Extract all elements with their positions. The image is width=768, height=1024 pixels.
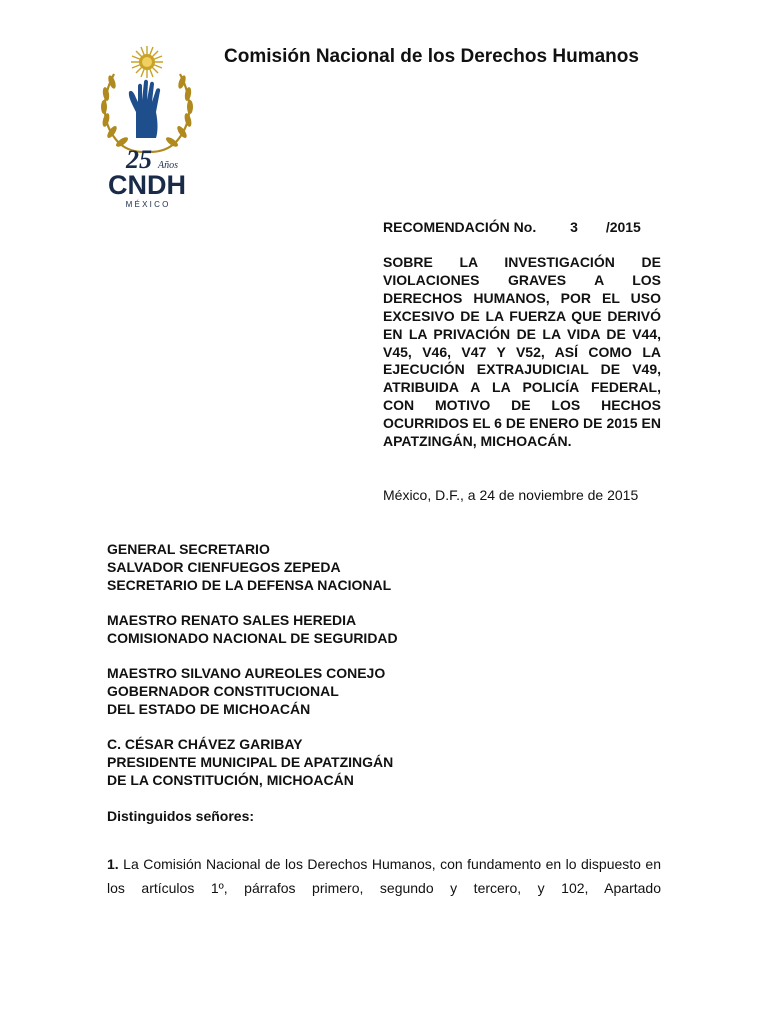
salutation: Distinguidos señores:	[107, 808, 255, 824]
logo-country: M É X I C O	[125, 200, 169, 209]
addressee-line: MAESTRO SILVANO AUREOLES CONEJO	[107, 665, 386, 681]
addressee-line: PRESIDENTE MUNICIPAL DE APATZINGÁN	[107, 754, 394, 770]
logo-anniversary-number: 25	[126, 145, 152, 174]
addressees	[107, 540, 667, 806]
paragraph-1	[107, 852, 661, 900]
addressee-line: COMISIONADO NACIONAL DE SEGURIDAD	[107, 630, 398, 646]
addressee-line: DE LA CONSTITUCIÓN, MICHOACÁN	[107, 772, 354, 788]
hand-icon	[129, 80, 160, 138]
recommendation-subject: SOBRE LA INVESTIGACIÓN DE VIOLACIONES GRAVES A LOS DERECHOS HUMANOS, POR EL USO EXCESIVO DE LA FUERZA QUE DERIVÓ EN LA PRIVACIÓN DE LA VIDA DE V44, V45, V46, V47 Y V52, ASÍ COMO LA EJECUCIÓN EXTRAJUDICIAL DE V49, ATRIBUIDA A LA POLICÍA FEDERAL, CON MOTIVO DE LOS HECHOS OCURRIDOS EL 6 DE ENERO DE 2015 EN APATZINGÁN, MICHOACÁN.	[383, 254, 661, 450]
paragraph-text: La Comisión Nacional de los Derechos Humanos, con fundamento en lo dispuesto en los artículos 1º, párrafos primero, segundo y tercero, y 102, Apartado	[107, 856, 661, 896]
recommendation-number	[383, 219, 661, 235]
addressee-block	[107, 735, 667, 789]
addressee-line: GOBERNADOR CONSTITUCIONAL	[107, 683, 339, 699]
addressee-line: C. CÉSAR CHÁVEZ GARIBAY	[107, 736, 303, 752]
addressee-line: SECRETARIO DE LA DEFENSA NACIONAL	[107, 577, 392, 593]
place-date: México, D.F., a 24 de noviembre de 2015	[383, 487, 639, 503]
addressee-line: DEL ESTADO DE MICHOACÁN	[107, 701, 311, 717]
addressee-line: MAESTRO RENATO SALES HEREDIA	[107, 612, 357, 628]
sun-icon	[131, 46, 163, 78]
addressee-block	[107, 540, 667, 594]
recommendation-year: /2015	[605, 219, 641, 235]
addressee-line: SALVADOR CIENFUEGOS ZEPEDA	[107, 559, 341, 575]
logo-anniversary-word: Años	[158, 160, 178, 171]
addressee-block	[107, 664, 667, 718]
addressee-line: GENERAL SECRETARIO	[107, 541, 270, 557]
cndh-emblem-icon	[92, 42, 202, 212]
org-name: Comisión Nacional de los Derechos Humanos	[224, 46, 639, 67]
paragraph-number: 1.	[107, 856, 119, 872]
addressee-block	[107, 611, 667, 647]
recommendation-num: 3	[570, 219, 578, 235]
recommendation-label: RECOMENDACIÓN No.	[383, 219, 537, 235]
cndh-logo	[92, 42, 202, 212]
logo-acronym: CNDH	[108, 170, 186, 200]
